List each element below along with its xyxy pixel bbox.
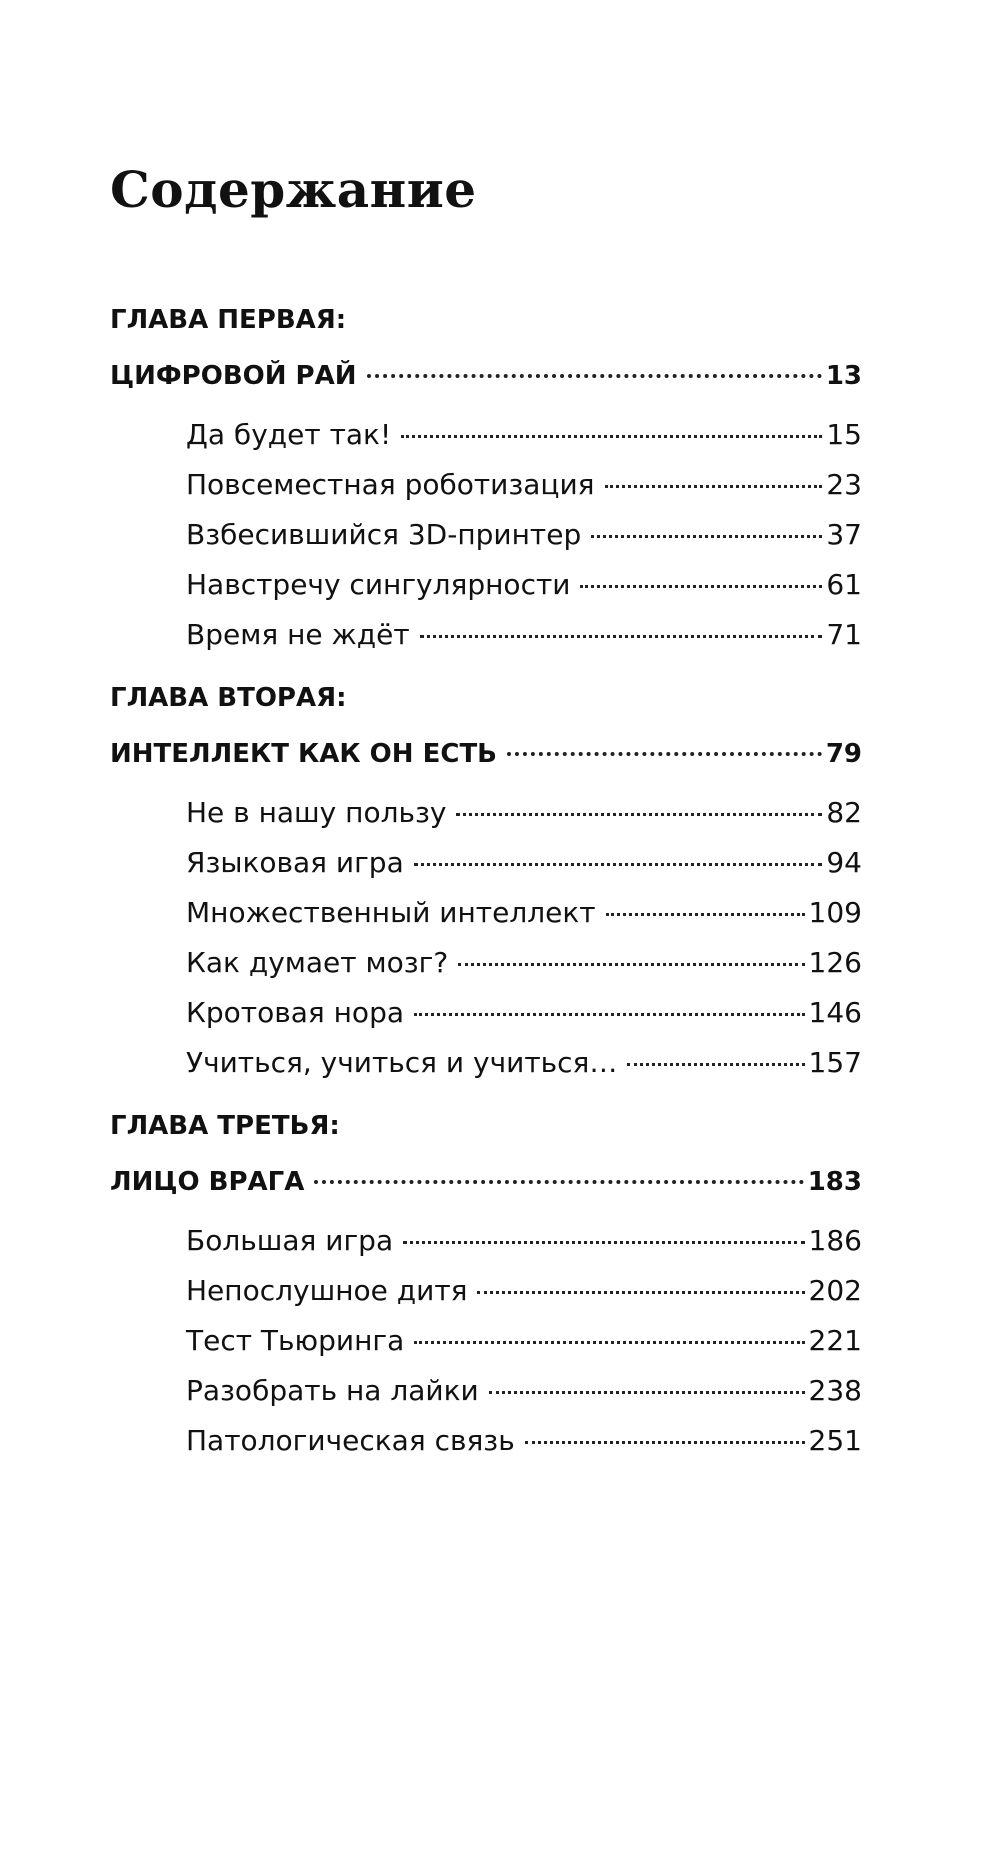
- chapter-spacer: [110, 660, 862, 670]
- section-page-number: 109: [808, 896, 862, 929]
- dot-leader: [367, 374, 822, 378]
- chapter-page-number: 79: [825, 739, 862, 769]
- section-page-number: 71: [826, 618, 862, 651]
- section-title: Патологическая связь: [186, 1424, 515, 1457]
- dot-leader: [591, 535, 822, 538]
- section-title: Разобрать на лайки: [186, 1374, 479, 1407]
- section-entry[interactable]: [110, 888, 862, 938]
- section-entry[interactable]: [110, 1038, 862, 1088]
- section-title: Учиться, учиться и учиться…: [186, 1046, 618, 1079]
- section-page-number: 186: [808, 1224, 862, 1257]
- dot-leader: [414, 1341, 804, 1344]
- section-page-number: 251: [808, 1424, 862, 1457]
- chapter-page-number: 183: [807, 1167, 862, 1197]
- chapter-title: ЛИЦО ВРАГА: [110, 1167, 305, 1197]
- section-entry[interactable]: [110, 1366, 862, 1416]
- section-page-number: 37: [826, 518, 862, 551]
- section-title: Языковая игра: [186, 846, 404, 879]
- dot-leader: [414, 863, 823, 866]
- section-page-number: 238: [808, 1374, 862, 1407]
- section-entry[interactable]: [110, 510, 862, 560]
- section-entry[interactable]: [110, 560, 862, 610]
- dot-leader: [525, 1441, 805, 1444]
- dot-leader: [401, 435, 822, 438]
- section-page-number: 61: [826, 568, 862, 601]
- chapter-entry[interactable]: [110, 1154, 862, 1210]
- dot-leader: [627, 1063, 804, 1066]
- section-title: Непослушное дитя: [186, 1274, 468, 1307]
- table-of-contents: [110, 292, 862, 1466]
- section-page-number: 126: [808, 946, 862, 979]
- section-title: Кротовая нора: [186, 996, 404, 1029]
- section-title: Как думает мозг?: [186, 946, 449, 979]
- dot-leader: [403, 1241, 804, 1244]
- section-entry[interactable]: [110, 610, 862, 660]
- section-title: Большая игра: [186, 1224, 394, 1257]
- dot-leader: [606, 913, 805, 916]
- dot-leader: [456, 813, 822, 816]
- chapter-entry[interactable]: [110, 348, 862, 404]
- section-page-number: 202: [808, 1274, 862, 1307]
- section-title: Взбесившийся 3D-принтер: [186, 518, 582, 551]
- section-title: Не в нашу пользу: [186, 796, 447, 829]
- section-entry[interactable]: [110, 838, 862, 888]
- chapter-page-number: 13: [825, 361, 862, 391]
- section-title: Тест Тьюринга: [186, 1324, 405, 1357]
- dot-leader: [477, 1291, 804, 1294]
- section-title: Множественный интеллект: [186, 896, 596, 929]
- section-entry[interactable]: [110, 1316, 862, 1366]
- chapter-title: ИНТЕЛЛЕКТ КАК ОН ЕСТЬ: [110, 739, 497, 769]
- section-entry[interactable]: [110, 938, 862, 988]
- chapter-label: ГЛАВА ВТОРАЯ:: [110, 683, 347, 713]
- chapter-entry[interactable]: [110, 726, 862, 782]
- section-entry[interactable]: [110, 1216, 862, 1266]
- section-entry[interactable]: [110, 788, 862, 838]
- dot-leader: [420, 635, 823, 638]
- section-entry[interactable]: [110, 1416, 862, 1466]
- section-page-number: 94: [826, 846, 862, 879]
- section-entry[interactable]: [110, 460, 862, 510]
- section-title: Навстречу сингулярности: [186, 568, 571, 601]
- section-page-number: 146: [808, 996, 862, 1029]
- chapter-label: ГЛАВА ПЕРВАЯ:: [110, 305, 347, 335]
- section-page-number: 15: [826, 418, 862, 451]
- section-title: Повсеместная роботизация: [186, 468, 595, 501]
- chapter-spacer: [110, 1088, 862, 1098]
- section-title: Время не ждёт: [186, 618, 410, 651]
- section-page-number: 82: [826, 796, 862, 829]
- dot-leader: [414, 1013, 805, 1016]
- dot-leader: [580, 585, 822, 588]
- dot-leader: [314, 1180, 803, 1184]
- section-page-number: 157: [808, 1046, 862, 1079]
- chapter-title: ЦИФРОВОЙ РАЙ: [110, 361, 357, 391]
- dot-leader: [458, 963, 804, 966]
- section-entry[interactable]: [110, 410, 862, 460]
- dot-leader: [507, 752, 822, 756]
- section-title: Да будет так!: [186, 418, 392, 451]
- page-title: Содержание: [110, 160, 477, 219]
- section-entry[interactable]: [110, 988, 862, 1038]
- chapter-label: ГЛАВА ТРЕТЬЯ:: [110, 1111, 340, 1141]
- dot-leader: [605, 485, 823, 488]
- dot-leader: [489, 1391, 805, 1394]
- section-entry[interactable]: [110, 1266, 862, 1316]
- section-page-number: 23: [826, 468, 862, 501]
- section-page-number: 221: [808, 1324, 862, 1357]
